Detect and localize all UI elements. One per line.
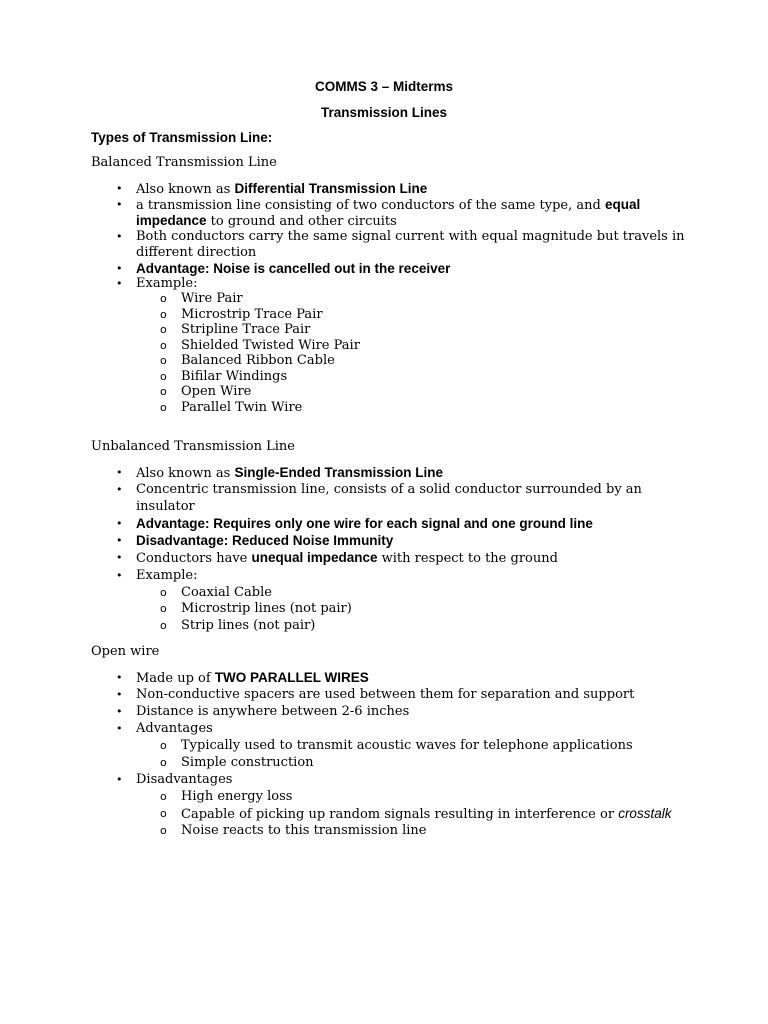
bullet-glyph: • xyxy=(116,551,123,564)
circle-glyph: o xyxy=(160,756,167,769)
openwire-item-1: Made up of TWO PARALLEL WIRES xyxy=(136,670,369,686)
openwire-heading: Open wire xyxy=(91,644,160,659)
balanced-example: Parallel Twin Wire xyxy=(181,400,303,415)
circle-glyph: o xyxy=(160,385,167,398)
unbalanced-item-3: Advantage: Requires only one wire for each signal and one ground line xyxy=(136,516,593,531)
circle-glyph: o xyxy=(160,586,167,599)
balanced-example: Wire Pair xyxy=(181,291,243,306)
openwire-disadvantage: Noise reacts to this transmission line xyxy=(181,823,427,838)
bullet-glyph: • xyxy=(116,517,123,530)
openwire-item-2: Non-conductive spacers are used between them for separation and support xyxy=(136,687,635,702)
circle-glyph: o xyxy=(160,602,167,615)
circle-glyph: o xyxy=(160,292,167,305)
balanced-example: Balanced Ribbon Cable xyxy=(181,353,335,368)
unbalanced-example: Microstrip lines (not pair) xyxy=(181,601,352,616)
bullet-glyph: • xyxy=(116,466,123,479)
unbalanced-item-4: Disadvantage: Reduced Noise Immunity xyxy=(136,533,394,548)
document-subtitle: Transmission Lines xyxy=(320,105,448,120)
openwire-disadvantage: Capable of picking up random signals resulting in interference or crosstalk xyxy=(181,806,672,822)
bullet-glyph: • xyxy=(116,569,123,582)
bullet-glyph: • xyxy=(116,277,123,290)
bullet-glyph: • xyxy=(116,534,123,547)
bullet-glyph: • xyxy=(116,483,123,496)
circle-glyph: o xyxy=(160,354,167,367)
circle-glyph: o xyxy=(160,370,167,383)
balanced-item-5: Example: xyxy=(136,276,198,291)
openwire-disadvantage: High energy loss xyxy=(181,789,293,804)
balanced-item-3: Both conductors carry the same signal current with equal magnitude but travels in xyxy=(136,229,685,244)
openwire-item-5: Disadvantages xyxy=(136,772,233,787)
balanced-example: Bifilar Windings xyxy=(181,369,288,384)
bullet-glyph: • xyxy=(116,182,123,195)
circle-glyph: o xyxy=(160,824,167,837)
balanced-item-2-cont: impedance to ground and other circuits xyxy=(136,213,397,229)
balanced-example: Shielded Twisted Wire Pair xyxy=(181,338,360,353)
openwire-item-3: Distance is anywhere between 2-6 inches xyxy=(136,704,410,719)
bullet-glyph: • xyxy=(116,688,123,701)
unbalanced-example: Strip lines (not pair) xyxy=(181,618,316,633)
bullet-glyph: • xyxy=(116,198,123,211)
balanced-example: Microstrip Trace Pair xyxy=(181,307,323,322)
bullet-glyph: • xyxy=(116,773,123,786)
circle-glyph: o xyxy=(160,339,167,352)
bullet-glyph: • xyxy=(116,705,123,718)
openwire-advantage: Simple construction xyxy=(181,755,314,770)
circle-glyph: o xyxy=(160,308,167,321)
balanced-heading: Balanced Transmission Line xyxy=(91,155,277,170)
balanced-item-3-cont: different direction xyxy=(136,245,257,260)
circle-glyph: o xyxy=(160,807,167,820)
openwire-advantage: Typically used to transmit acoustic waves for telephone applications xyxy=(181,738,633,753)
unbalanced-item-2-cont: insulator xyxy=(136,499,195,514)
unbalanced-item-1: Also known as Single-Ended Transmission Line xyxy=(136,465,443,481)
unbalanced-item-6: Example: xyxy=(136,568,198,583)
balanced-item-2: a transmission line consisting of two conductors of the same type, and equal xyxy=(136,197,641,213)
unbalanced-example: Coaxial Cable xyxy=(181,585,272,600)
unbalanced-heading: Unbalanced Transmission Line xyxy=(91,439,295,454)
bullet-glyph: • xyxy=(116,230,123,243)
circle-glyph: o xyxy=(160,323,167,336)
unbalanced-item-5: Conductors have unequal impedance with respect to the ground xyxy=(136,550,558,566)
types-heading: Types of Transmission Line: xyxy=(91,130,273,145)
circle-glyph: o xyxy=(160,790,167,803)
circle-glyph: o xyxy=(160,401,167,414)
balanced-example: Stripline Trace Pair xyxy=(181,322,311,337)
bullet-glyph: • xyxy=(116,722,123,735)
balanced-item-1: Also known as Differential Transmission Line xyxy=(136,181,428,197)
circle-glyph: o xyxy=(160,739,167,752)
document-title: COMMS 3 – Midterms xyxy=(314,79,454,94)
bullet-glyph: • xyxy=(116,262,123,275)
balanced-example: Open Wire xyxy=(181,384,252,399)
openwire-item-4: Advantages xyxy=(136,721,213,736)
circle-glyph: o xyxy=(160,619,167,632)
unbalanced-item-2: Concentric transmission line, consists of a solid conductor surrounded by an xyxy=(136,482,642,497)
balanced-item-4: Advantage: Noise is cancelled out in the receiver xyxy=(136,261,451,276)
bullet-glyph: • xyxy=(116,671,123,684)
